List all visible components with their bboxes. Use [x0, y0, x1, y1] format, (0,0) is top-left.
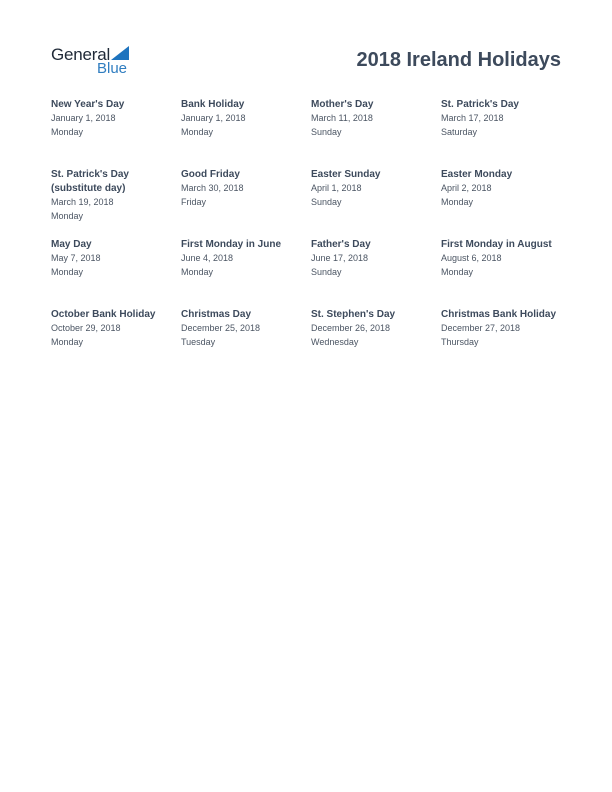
page-title: 2018 Ireland Holidays: [356, 49, 561, 71]
holiday-name: First Monday in June: [181, 239, 282, 250]
holiday-date: January 1, 2018: [181, 113, 246, 123]
holiday-item: [311, 98, 439, 139]
general-blue-logo: [51, 45, 141, 79]
holiday-weekday: Monday: [441, 266, 474, 277]
holiday-date: January 1, 2018: [51, 113, 116, 123]
logo-general-text: General: [51, 45, 111, 64]
holiday-date: March 17, 2018: [441, 113, 504, 123]
holiday-item: [181, 168, 309, 209]
holiday-date: March 30, 2018: [181, 183, 244, 193]
holiday-name: New Year's Day: [51, 99, 125, 110]
holiday-item: [311, 168, 439, 209]
holiday-item: [181, 98, 309, 139]
holiday-name: St. Stephen's Day: [311, 309, 396, 320]
holiday-weekday: Monday: [441, 196, 474, 207]
holiday-weekday: Sunday: [311, 126, 342, 137]
holiday-name: St. Patrick's Day: [441, 99, 519, 110]
holiday-name: Easter Sunday: [311, 169, 381, 180]
holiday-name: Mother's Day: [311, 99, 374, 110]
holiday-date: December 25, 2018: [181, 323, 261, 333]
holiday-item: [441, 238, 569, 279]
holiday-name: Good Friday: [181, 169, 240, 180]
holiday-weekday: Thursday: [441, 336, 479, 347]
holiday-date: March 19, 2018: [51, 197, 114, 207]
holiday-weekday: Monday: [51, 266, 84, 277]
holiday-weekday: Monday: [181, 126, 214, 137]
holiday-date: March 11, 2018: [311, 113, 373, 123]
holiday-date: June 17, 2018: [311, 253, 369, 263]
holiday-item: [51, 98, 179, 139]
holiday-date: August 6, 2018: [441, 253, 502, 263]
logo-triangle-icon: [111, 46, 129, 60]
holiday-weekday: Monday: [181, 266, 214, 277]
holiday-weekday: Sunday: [311, 196, 342, 207]
holiday-weekday: Monday: [51, 126, 84, 137]
holiday-name: May Day: [51, 239, 92, 250]
holiday-name: St. Patrick's Day (substitute day): [51, 169, 129, 194]
holiday-weekday: Wednesday: [311, 336, 359, 347]
holiday-name: Christmas Day: [181, 309, 252, 320]
holiday-name: Father's Day: [311, 239, 371, 250]
holiday-item: [181, 308, 309, 349]
holiday-date: December 26, 2018: [311, 323, 391, 333]
holiday-weekday: Monday: [51, 336, 84, 347]
holiday-item: [181, 238, 309, 279]
holiday-name: October Bank Holiday: [51, 309, 156, 320]
holiday-item: [441, 308, 569, 349]
holiday-date: April 1, 2018: [311, 183, 362, 193]
holiday-item: [51, 168, 179, 223]
holiday-date: April 2, 2018: [441, 183, 492, 193]
holiday-item: [51, 308, 179, 349]
holiday-item: [441, 168, 569, 209]
holiday-item: [311, 308, 439, 349]
holiday-weekday: Saturday: [441, 126, 478, 137]
logo-blue-text: Blue: [97, 60, 128, 77]
holiday-weekday: Sunday: [311, 266, 342, 277]
holiday-weekday: Tuesday: [181, 336, 216, 347]
holiday-name: First Monday in August: [441, 239, 552, 250]
holiday-name: Easter Monday: [441, 169, 513, 180]
holiday-date: June 4, 2018: [181, 253, 234, 263]
holiday-weekday: Friday: [181, 196, 207, 207]
holiday-item: [51, 238, 179, 279]
holiday-date: May 7, 2018: [51, 253, 101, 263]
holiday-date: December 27, 2018: [441, 323, 521, 333]
holiday-item: [311, 238, 439, 279]
holiday-name: Christmas Bank Holiday: [441, 309, 557, 320]
holiday-name: Bank Holiday: [181, 99, 245, 110]
holiday-date: October 29, 2018: [51, 323, 121, 333]
holiday-item: [441, 98, 569, 139]
holiday-weekday: Monday: [51, 210, 84, 221]
